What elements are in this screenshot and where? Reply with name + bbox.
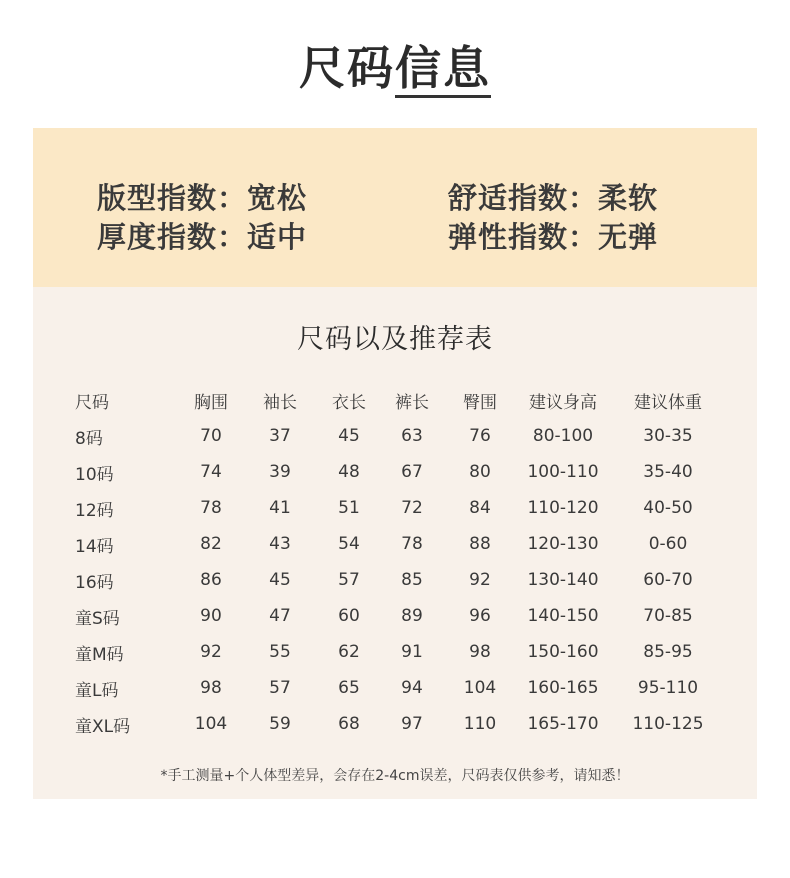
- table-cell: 78: [401, 534, 423, 554]
- table-cell: 140-150: [527, 606, 599, 626]
- table-cell: 80-100: [532, 426, 594, 446]
- table-cell: 51: [338, 498, 360, 518]
- table-row: [75, 598, 731, 634]
- table-cell: 98: [200, 678, 222, 698]
- table-cell: 110: [463, 714, 497, 734]
- table-cell: 95-110: [637, 678, 699, 698]
- table-cell: 54: [338, 534, 360, 554]
- thickness-index: 厚度指数：适中: [97, 220, 308, 254]
- page-title-part2: 信息: [395, 41, 491, 98]
- table-cell: 104: [463, 678, 497, 698]
- table-cell: 68: [338, 714, 360, 734]
- column-header: 建议体重: [634, 392, 702, 413]
- table-cell: 97: [401, 714, 423, 734]
- table-cell: 39: [269, 462, 291, 482]
- table-cell: 72: [401, 498, 423, 518]
- comfort-index: 舒适指数：柔软: [448, 181, 659, 215]
- table-cell: 41: [269, 498, 291, 518]
- table-cell: 0-60: [648, 534, 688, 554]
- table-cell: 76: [469, 426, 491, 446]
- size-table-panel: [33, 287, 757, 799]
- table-cell: 43: [269, 534, 291, 554]
- size-table-header-row: [75, 382, 731, 418]
- table-cell: 165-170: [527, 714, 599, 734]
- table-cell: 91: [401, 642, 423, 662]
- table-cell: 童L码: [75, 680, 119, 701]
- table-cell: 40-50: [643, 498, 693, 518]
- table-cell: 110-125: [632, 714, 704, 734]
- table-cell: 10码: [75, 464, 114, 485]
- table-cell: 92: [469, 570, 491, 590]
- measurement-note: *手工测量+个人体型差异，会存在2-4cm误差，尺码表仅供参考，请知悉！: [160, 768, 630, 784]
- table-cell: 14码: [75, 536, 114, 557]
- table-cell: 65: [338, 678, 360, 698]
- table-row: [75, 562, 731, 598]
- table-cell: 8码: [75, 428, 103, 449]
- table-cell: 童M码: [75, 644, 124, 665]
- table-cell: 60: [338, 606, 360, 626]
- table-cell: 150-160: [527, 642, 599, 662]
- table-cell: 85-95: [643, 642, 693, 662]
- table-cell: 89: [401, 606, 423, 626]
- table-cell: 110-120: [527, 498, 599, 518]
- table-row: [75, 454, 731, 490]
- page-title-part1: 尺码: [299, 41, 395, 95]
- column-header: 衣长: [332, 392, 366, 413]
- page-title: [299, 38, 491, 98]
- table-cell: 59: [269, 714, 291, 734]
- column-header: 裤长: [395, 392, 429, 413]
- table-cell: 74: [200, 462, 222, 482]
- table-cell: 67: [401, 462, 423, 482]
- table-cell: 57: [269, 678, 291, 698]
- table-cell: 30-35: [643, 426, 693, 446]
- table-cell: 48: [338, 462, 360, 482]
- table-row: [75, 706, 731, 742]
- fabric-index-panel: [33, 128, 757, 287]
- column-header: 胸围: [194, 392, 228, 413]
- table-cell: 70-85: [643, 606, 693, 626]
- table-cell: 45: [338, 426, 360, 446]
- table-row: [75, 670, 731, 706]
- page-header: [0, 38, 790, 98]
- table-cell: 160-165: [527, 678, 599, 698]
- table-cell: 98: [469, 642, 491, 662]
- table-cell: 63: [401, 426, 423, 446]
- table-cell: 120-130: [527, 534, 599, 554]
- table-cell: 45: [269, 570, 291, 590]
- table-cell: 85: [401, 570, 423, 590]
- table-cell: 62: [338, 642, 360, 662]
- elasticity-index: 弹性指数：无弹: [448, 220, 659, 254]
- column-header: 尺码: [75, 392, 109, 413]
- column-header: 臀围: [463, 392, 497, 413]
- size-table-title: 尺码以及推荐表: [297, 324, 493, 355]
- table-cell: 70: [200, 426, 222, 446]
- table-row: [75, 418, 731, 454]
- column-header: 袖长: [263, 392, 297, 413]
- table-cell: 35-40: [643, 462, 693, 482]
- table-cell: 57: [338, 570, 360, 590]
- table-cell: 90: [200, 606, 222, 626]
- table-cell: 55: [269, 642, 291, 662]
- size-table: [75, 382, 731, 742]
- table-cell: 12码: [75, 500, 114, 521]
- table-cell: 96: [469, 606, 491, 626]
- table-cell: 82: [200, 534, 222, 554]
- table-cell: 47: [269, 606, 291, 626]
- column-header: 建议身高: [529, 392, 597, 413]
- table-cell: 78: [200, 498, 222, 518]
- table-cell: 104: [194, 714, 228, 734]
- table-cell: 60-70: [643, 570, 693, 590]
- table-cell: 92: [200, 642, 222, 662]
- table-row: [75, 526, 731, 562]
- table-cell: 16码: [75, 572, 114, 593]
- table-cell: 88: [469, 534, 491, 554]
- table-cell: 94: [401, 678, 423, 698]
- table-cell: 130-140: [527, 570, 599, 590]
- fit-index: 版型指数：宽松: [97, 181, 308, 215]
- table-cell: 86: [200, 570, 222, 590]
- table-cell: 37: [269, 426, 291, 446]
- table-cell: 童S码: [75, 608, 120, 629]
- table-row: [75, 490, 731, 526]
- table-cell: 84: [469, 498, 491, 518]
- table-cell: 童XL码: [75, 716, 131, 737]
- table-cell: 100-110: [527, 462, 599, 482]
- table-row: [75, 634, 731, 670]
- table-cell: 80: [469, 462, 491, 482]
